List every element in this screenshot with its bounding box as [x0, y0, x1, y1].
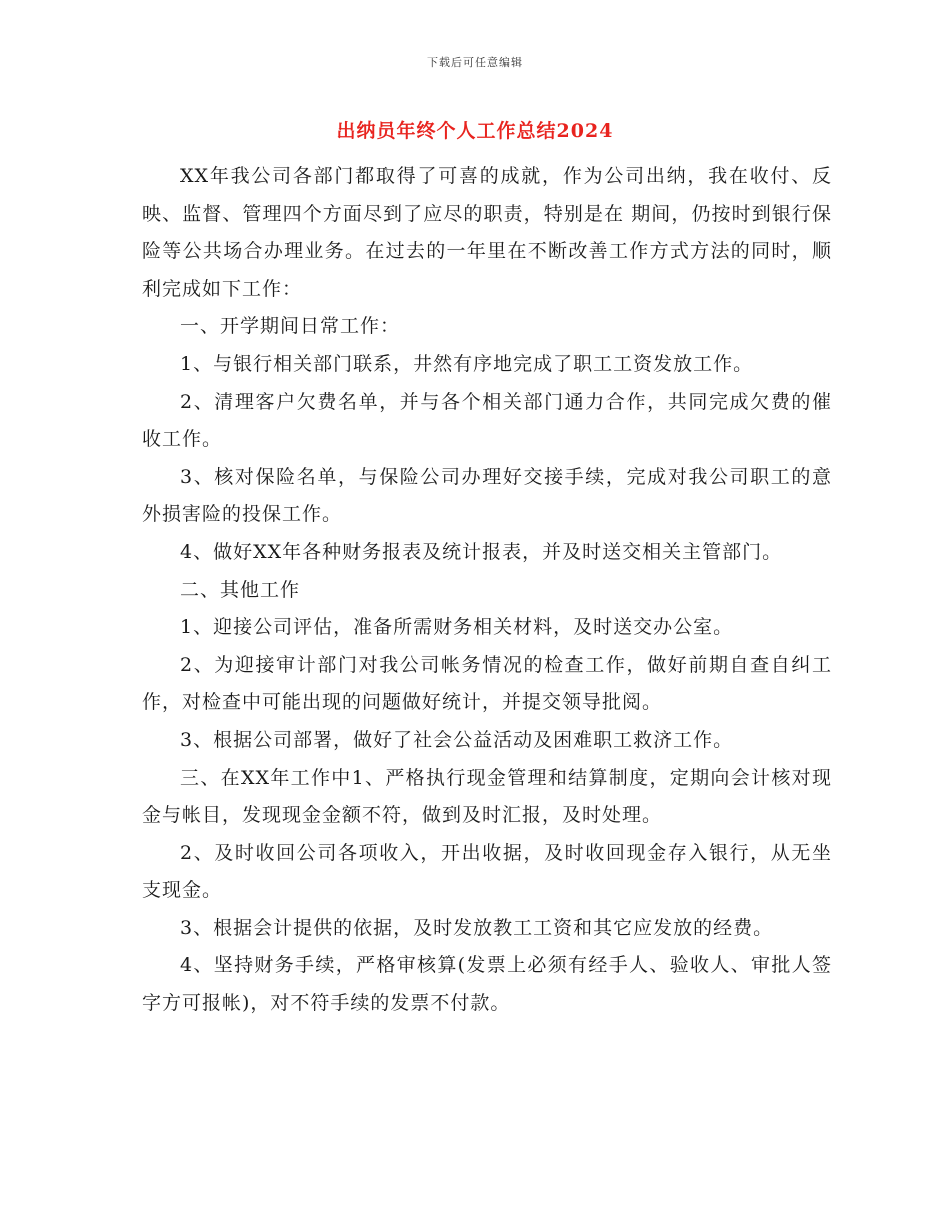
- document-title: 出纳员年终个人工作总结2024: [336, 120, 614, 142]
- section-heading-3: 三、在XX年工作中1、严格执行现金管理和结算制度，定期向会计核对现金与帐目，发现现金金额不符，做到及时汇报，及时处理。: [142, 766, 832, 827]
- paragraph-2-3: 3、根据公司部署，做好了社会公益活动及困难职工救济工作。: [180, 728, 734, 751]
- paragraph-intro: XX年我公司各部门都取得了可喜的成就，作为公司出纳，我在收付、反映、监督、管理四个方面尽到了应尽的职责，特别是在 期间，仍按时到银行保险等公共场合办理业务。在过去的一年里在不断改善工作方式方法的同时，顺利完成如下工作：: [142, 165, 832, 300]
- paragraph-1-4: 4、做好XX年各种财务报表及统计报表，并及时送交相关主管部门。: [180, 540, 783, 563]
- document-body: [142, 158, 832, 1023]
- section-heading-2: 二、其他工作: [180, 578, 301, 601]
- paragraph-1-1: 1、与银行相关部门联系，井然有序地完成了职工工资发放工作。: [180, 352, 754, 375]
- paragraph-2-2: 2、为迎接审计部门对我公司帐务情况的检查工作，做好前期自查自纠工作，对检查中可能出现的问题做好统计，并提交领导批阅。: [142, 653, 832, 714]
- paragraph-2-1: 1、迎接公司评估，准备所需财务相关材料，及时送交办公室。: [180, 616, 734, 639]
- paragraph-1-2: 2、清理客户欠费名单，并与各个相关部门通力合作，共同完成欠费的催收工作。: [142, 390, 832, 451]
- page-header: 下载后可任意编辑: [427, 56, 523, 69]
- paragraph-3-2: 2、及时收回公司各项收入，开出收据，及时收回现金存入银行，从无坐支现金。: [142, 841, 832, 902]
- paragraph-1-3: 3、核对保险名单，与保险公司办理好交接手续，完成对我公司职工的意外损害险的投保工作。: [142, 465, 832, 526]
- section-heading-1: 一、开学期间日常工作：: [180, 315, 401, 338]
- paragraph-3-3: 3、根据会计提供的依据，及时发放教工工资和其它应发放的经费。: [180, 916, 774, 939]
- paragraph-3-4: 4、坚持财务手续，严格审核算(发票上必须有经手人、验收人、审批人签字方可报帐)，对不符手续的发票不付款。: [142, 954, 832, 1015]
